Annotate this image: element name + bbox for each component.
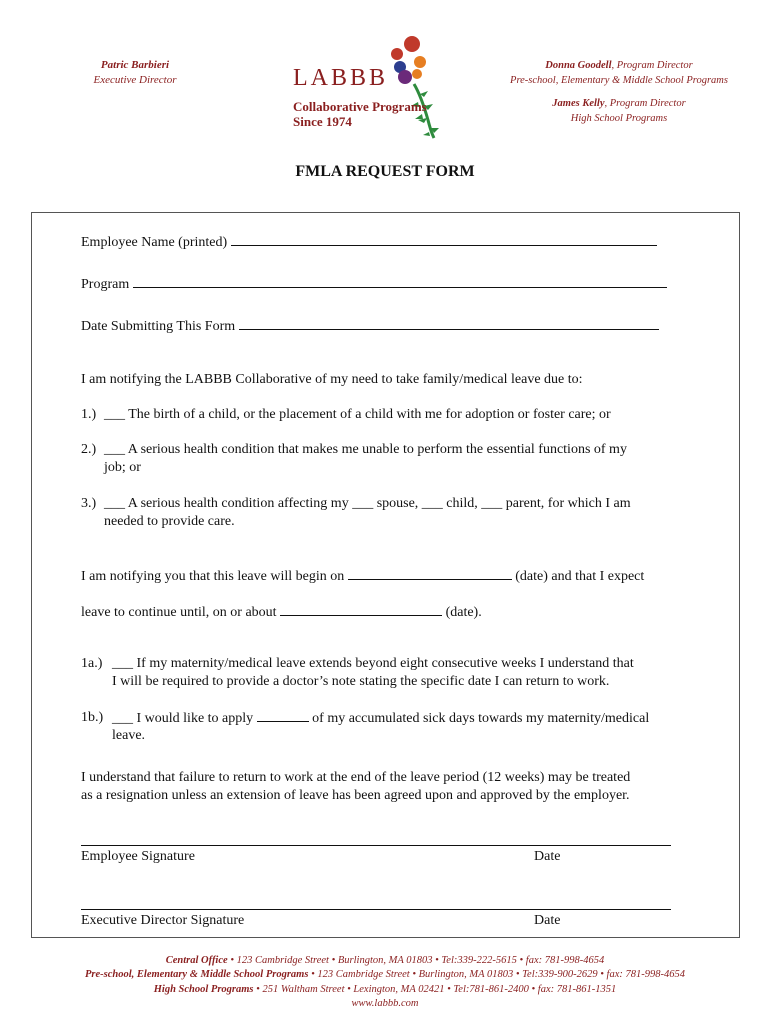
option2-text-line2: job; or <box>104 460 141 475</box>
employee-name-row <box>81 233 657 252</box>
option1a-text-line2: I will be required to provide a doctor’s note stating the specific date I can return to work. <box>112 674 610 689</box>
leave-continue-label: leave to continue until, on or about <box>81 605 277 620</box>
labbb-logo <box>290 32 450 142</box>
program-row <box>81 275 667 294</box>
leave-begin-label: I am notifying you that this leave will begin on <box>81 569 345 584</box>
program-field[interactable] <box>133 275 667 288</box>
employee-signature-line[interactable] <box>81 845 671 846</box>
option1b-text-a[interactable]: ___ I would like to apply <box>112 711 254 726</box>
footer-highschool-label: High School Programs <box>153 983 254 995</box>
option1b-text-line2: leave. <box>112 728 146 743</box>
director1-name: Donna Goodell <box>545 60 612 71</box>
executive-director-name: Patric Barbieri <box>100 59 170 71</box>
leave-begin-suffix: (date) and that I expect <box>515 569 645 584</box>
director1-title: , Program Director <box>611 60 693 71</box>
leave-begin-date-field[interactable] <box>348 567 512 580</box>
employee-name-label: Employee Name (printed) <box>81 235 228 250</box>
footer-website-link[interactable]: www.labbb.com <box>351 997 419 1009</box>
intro-text: I am notifying the LABBB Collaborative of my need to take family/medical leave due to: <box>81 372 583 387</box>
understand-text-line2: as a resignation unless an extension of leave has been agreed upon and approved by the employer. <box>81 788 630 803</box>
director2-programs: High School Programs <box>570 112 668 124</box>
employee-date-label: Date <box>534 849 561 864</box>
logo-since: Since 1974 <box>293 114 352 129</box>
date-submitting-row <box>81 317 659 336</box>
option3-number: 3.) <box>81 496 97 511</box>
director1-programs: Pre-school, Elementary & Middle School Programs <box>510 74 728 86</box>
date-submitting-field[interactable] <box>239 317 659 330</box>
leave-continue-row <box>81 603 482 622</box>
director-date-label: Date <box>534 913 561 928</box>
header-executive-director <box>60 58 210 88</box>
option1-text[interactable]: ___ The birth of a child, or the placement of a child with me for adoption or foster care; or <box>104 407 611 422</box>
option1b-text-line1 <box>112 709 649 728</box>
leave-continue-date-field[interactable] <box>280 603 442 616</box>
date-submitting-label: Date Submitting This Form <box>81 319 236 334</box>
program-label: Program <box>81 277 130 292</box>
footer-central-label: Central Office <box>165 955 228 966</box>
director-signature-label: Executive Director Signature <box>81 913 245 928</box>
executive-director-title: Executive Director <box>93 74 177 86</box>
logo-subtitle: Collaborative Programs <box>293 99 427 114</box>
footer-highschool-address: • 251 Waltham Street • Lexington, MA 02421 • Tel:781-861-2400 • fax: 781-861-1351 <box>253 983 617 995</box>
director-signature-line[interactable] <box>81 909 671 910</box>
director2-name: James Kelly <box>552 98 605 109</box>
header-program-directors <box>498 59 740 126</box>
option3-text-line2: needed to provide care. <box>104 514 235 529</box>
option1a-text-line1[interactable]: ___ If my maternity/medical leave extends beyond eight consecutive weeks I understand that <box>112 656 634 671</box>
leave-continue-suffix: (date). <box>445 605 482 620</box>
footer-central-address: • 123 Cambridge Street • Burlington, MA 01803 • Tel:339-222-5615 • fax: 781-998-4654 <box>227 955 605 966</box>
footer-preschool-address: • 123 Cambridge Street • Burlington, MA 01803 • Tel:339-900-2629 • fax: 781-998-4654 <box>308 969 685 981</box>
employee-name-field[interactable] <box>231 233 657 246</box>
footer <box>0 954 770 1011</box>
option1-number: 1.) <box>81 407 97 422</box>
option1b-text-b: of my accumulated sick days towards my maternity/medical <box>312 711 650 726</box>
option2-text-line1[interactable]: ___ A serious health condition that makes me unable to perform the essential functions of my <box>104 442 627 457</box>
director2-title: , Program Director <box>604 98 686 109</box>
sick-days-field[interactable] <box>257 709 309 722</box>
footer-preschool-label: Pre-school, Elementary & Middle School Programs <box>85 969 309 981</box>
option1b-number: 1b.) <box>81 710 104 725</box>
option3-text-line1[interactable]: ___ A serious health condition affecting my ___ spouse, ___ child, ___ parent, for which I am <box>104 496 631 511</box>
logo-wordmark: LABBB <box>293 65 389 91</box>
form-title: FMLA REQUEST FORM <box>295 163 475 180</box>
option2-number: 2.) <box>81 442 97 457</box>
leave-begin-row <box>81 567 644 586</box>
understand-text-line1: I understand that failure to return to work at the end of the leave period (12 weeks) may be treated <box>81 770 631 785</box>
option1a-number: 1a.) <box>81 656 103 671</box>
employee-signature-label: Employee Signature <box>81 849 195 864</box>
